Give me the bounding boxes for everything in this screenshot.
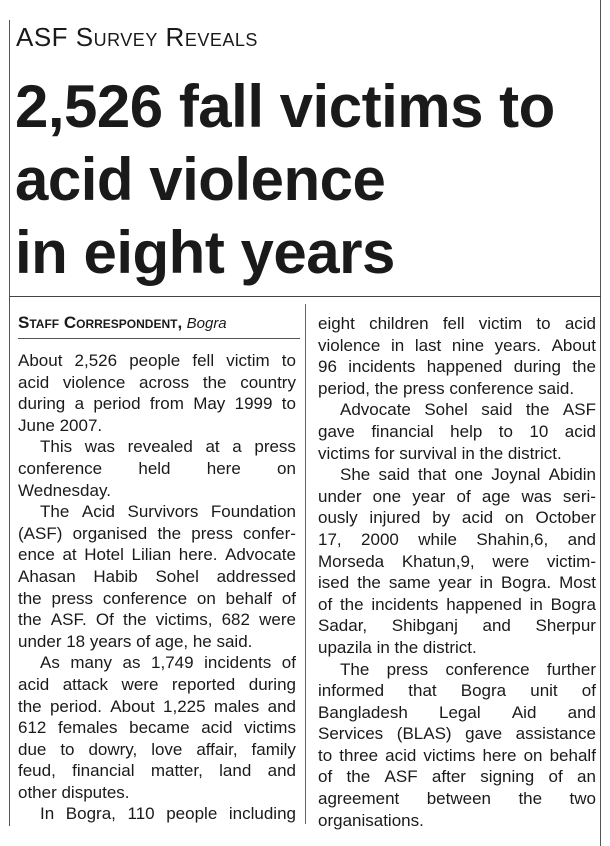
body-line: Bangladesh Legal Aid and xyxy=(318,702,596,722)
body-line: She said that one Joynal Abidin xyxy=(340,465,596,485)
body-line: the press conference on behalf of xyxy=(18,588,296,608)
body-line: other disputes. xyxy=(18,782,130,802)
body-line: 612 females became acid victims xyxy=(18,718,296,738)
body-line: informed that Bogra unit of xyxy=(318,681,596,701)
body-line: Sadar, Shibganj and Sherpur xyxy=(318,616,596,636)
column-divider xyxy=(305,304,306,824)
body-line: Advocate Sohel said the ASF xyxy=(340,400,596,420)
body-line: feud, financial matter, land and xyxy=(18,761,296,781)
body-line: ously injured by acid on October xyxy=(318,508,596,528)
headline-line: acid violence xyxy=(15,146,386,213)
body-line: period, the press conference said. xyxy=(318,378,575,398)
body-line: 17, 2000 while Shahin,6, and xyxy=(318,529,596,549)
body-line: under one year of age was seri- xyxy=(318,486,596,506)
body-line: during a period from May 1999 to xyxy=(18,394,296,414)
body-column-left xyxy=(18,350,296,825)
body-line: About 2,526 people fell victim to xyxy=(18,351,296,370)
body-line: The press conference further xyxy=(340,659,596,679)
body-line: the ASF. Of the victims, 682 were xyxy=(18,610,296,630)
body-line: June 2007. xyxy=(18,415,103,435)
frame-left-border xyxy=(9,20,10,826)
body-line: In Bogra, 110 people including xyxy=(40,804,296,824)
body-line: the period. About 1,225 males and xyxy=(18,696,296,716)
byline-location: Bogra xyxy=(186,315,227,332)
body-line: of the incidents happened in Bogra xyxy=(318,594,596,614)
byline xyxy=(18,313,302,333)
headline-line: in eight years xyxy=(15,219,395,286)
body-line: of the ASF after signing of an xyxy=(318,767,596,787)
body-line: agreement between the two xyxy=(318,789,596,809)
body-line: (ASF) organised the press confer- xyxy=(18,523,296,543)
body-column-right xyxy=(318,313,596,831)
body-line: to three acid victims here on behalf xyxy=(318,745,596,765)
body-line: due to dowry, love affair, family xyxy=(18,739,296,759)
body-line: Morseda Khatun,9, were victim- xyxy=(318,551,596,571)
body-line: organisations. xyxy=(318,810,424,830)
body-line: Ahasan Habib Sohel addressed xyxy=(18,566,296,586)
body-line: ised the same year in Bogra. Most xyxy=(318,573,596,593)
body-line: gave financial help to 10 acid xyxy=(318,421,596,441)
body-line: This was revealed at a press xyxy=(40,437,296,457)
body-line: The Acid Survivors Foundation xyxy=(40,502,296,522)
kicker: ASF Survey Reveals xyxy=(16,22,258,52)
body-line: victims for survival in the district. xyxy=(318,443,562,463)
body-line: Wednesday. xyxy=(18,480,111,500)
body-line: acid violence across the country xyxy=(18,372,296,392)
body-line: violence in last nine years. About xyxy=(318,335,596,355)
byline-role: Staff Correspondent, xyxy=(18,313,183,332)
body-line: ence at Hotel Lilian here. Advocate xyxy=(18,545,296,565)
body-line: Services (BLAS) gave assistance xyxy=(318,724,596,744)
body-line: As many as 1,749 incidents of xyxy=(40,653,296,673)
body-line: under 18 years of age, he said. xyxy=(18,631,253,651)
headline-line: 2,526 fall victims to xyxy=(15,73,555,140)
headline-rule xyxy=(9,296,601,297)
body-line: acid attack were reported during xyxy=(18,674,296,694)
headline xyxy=(15,70,600,289)
byline-rule xyxy=(18,338,300,339)
frame-right-border xyxy=(600,0,601,846)
body-line: eight children fell victim to acid xyxy=(318,314,596,333)
body-line: upazila in the district. xyxy=(318,637,477,657)
body-line: 96 incidents happened during the xyxy=(318,357,596,377)
body-line: conference held here on xyxy=(18,458,296,478)
